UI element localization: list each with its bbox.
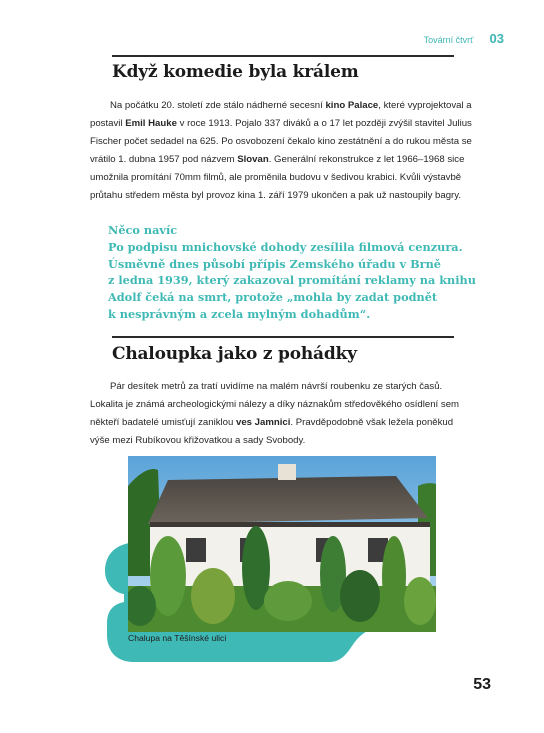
callout-line: k nesprávným a zcela mylným dohadům“. [108, 306, 371, 321]
section-paragraph-1 [90, 97, 473, 206]
section-rule-middle [112, 336, 454, 338]
chapter-number: 03 [489, 31, 504, 46]
callout-box [108, 222, 476, 323]
callout-line: z ledna 1939, který zakazoval promítání reklamy na knihu [108, 273, 476, 288]
paragraph-text: . Pravděpodobně však ležela poněkud výše mezi Rubíkovou křižovatkou a sady Svobody. [90, 417, 454, 447]
paragraph-text: Na počátku 20. století zde stálo nádherné secesní [110, 100, 326, 111]
chapter-name: Tovární čtvrť [423, 35, 474, 45]
section-title-1: Když komedie byla králem [112, 62, 359, 82]
highlighted-term: Slovan [237, 154, 269, 166]
section-rule-top [112, 55, 454, 57]
callout-line: Adolf čeká na smrt, protože „mohla by zadat podnět [108, 290, 438, 305]
highlighted-term: Emil Hauke [125, 118, 177, 130]
section-paragraph-2 [90, 378, 473, 450]
highlighted-term: kino Palace [325, 100, 379, 111]
callout-heading: Něco navíc [108, 223, 178, 237]
photo-caption: Chalupa na Těšínské ulici [128, 633, 227, 643]
paragraph-text: Pár desítek metrů za tratí uvidíme na malém návrší roubenku ze starých časů. Lokalita je známá archeologickými nálezy a díky náznakům středověkého osídlení sem někteří badatelé umisťují zaniklou [90, 381, 460, 429]
section-title-2: Chaloupka jako z pohádky [112, 344, 357, 364]
cottage-photo [128, 456, 436, 632]
callout-line: Úsměvně dnes působí přípis Zemského úřadu v Brně [108, 256, 441, 271]
page-number: 53 [473, 676, 491, 693]
callout-line: Po podpisu mnichovské dohody zesílila filmová cenzura. [108, 239, 463, 254]
paragraph-text: v roce 1913. Pojalo 337 diváků a o 17 let později zvýšil stavitel Julius Fischer počet sedadel na 625. Po osvobození čekalo kino zestátnění a do rukou města se vrátilo 1. dubna 1957 pod názvem [90, 118, 472, 166]
highlighted-term: ves Jamnici [236, 417, 291, 429]
paragraph-text: . Generální rekonstrukce z let 1966–1968 sice umožnila promítání 70mm filmů, ale proměnila budovu v šedivou krabici. Kvůli výstavbě průtahu středem města byl provoz kina 1. září 1979 ukončen a pak už nastoupily bagry. [90, 154, 465, 202]
paragraph-text: , které vyprojektoval a postavil [90, 100, 472, 130]
running-header [424, 31, 504, 46]
